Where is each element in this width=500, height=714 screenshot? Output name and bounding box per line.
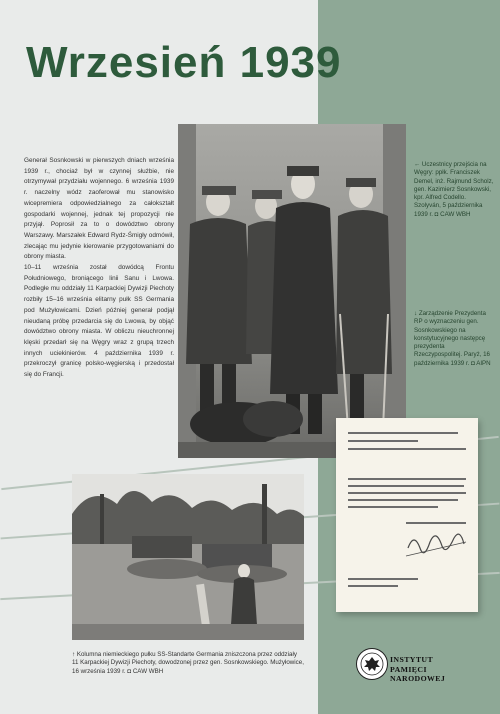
caption-document: ↓ Zarządzenie Prezydenta RP o wyznaczeniu gen. Sosnkowskiego na konstytucyjnego następcę prezydenta Rzeczypospolitej. Paryż, 16 października 1939 r. ◘ AIPN	[414, 310, 491, 367]
photo-group-portrait	[178, 124, 406, 458]
logo-line-3: NARODOWEJ	[390, 674, 446, 684]
body-paragraph-2: 10–11 września został dowódcą Frontu Południowego, broniącego linii Sanu i Lwowa. Podległe mu oddziały 11 Karpackiej Dywizji Piechoty rozbiły 15–16 września elitarny pułk SS Germania pod Mużyłowicami. Dzień później generał podjął nieudaną próbę przedarcia się do Lwowa, by objąć dowództwo obrony miasta. W obliczu nieuchronnej klęski przedarł się na Węgry wraz z grupą trzech innych uciekinierów. 4 października 1939 r. przekroczył granicę polsko-węgierską i przedostał się do Francji.	[24, 264, 174, 379]
logo-line-1: INSTYTUT	[390, 655, 434, 664]
logo-line-2: PAMIĘCI	[390, 664, 427, 674]
caption-photo-group: ← Uczestnicy przejścia na Węgry: ppłk. Franciszek Demel, inż. Rajmund Scholz, gen. Kazimierz Sosnkowski, kpr. Alfred Codello. Szolyván, 5 października 1939 r. ◘ CAW WBH	[414, 161, 494, 218]
ipn-logo-text	[390, 655, 490, 684]
eagle-icon	[357, 649, 387, 679]
ipn-eagle-logo	[356, 648, 388, 680]
photo-destroyed-column-image	[72, 474, 304, 640]
photo-group-portrait-image	[178, 124, 406, 458]
page-title: Wrzesień 1939	[26, 38, 342, 87]
doc-line	[348, 585, 398, 587]
caption-destroyed-column: ↑ Kolumna niemieckiego pułku SS-Standarte Germania zniszczona przez oddziały 11 Karpackiej Dywizji Piechoty, dowodzonej przez gen. Sosnkowskiego. Mużyłowice, 16 września 1939 r. ◘ CAW WBH	[72, 651, 304, 675]
body-text	[24, 156, 174, 381]
signature-image	[336, 418, 478, 612]
document-image	[336, 418, 478, 612]
body-paragraph-1: Generał Sosnkowski w pierwszych dniach września 1939 r., chociaż był w czynnej służbie, nie otrzymywał przydziału wojennego. 6 września 1939 r. naczelny wódz zaoferował mu stanowisko wicepremiera odpowiedzialnego za całokształt gospodarki wojennej, jednak tej propozycji nie przyjął. Poprosił za to o dowództwo obrony Warszawy. Marszałek Edward Rydz-Śmigły odmówił, zlecając mu jedynie kierowanie przygotowaniami do obrony miasta.	[24, 157, 174, 261]
photo-destroyed-column	[72, 474, 304, 640]
doc-line	[348, 578, 418, 580]
